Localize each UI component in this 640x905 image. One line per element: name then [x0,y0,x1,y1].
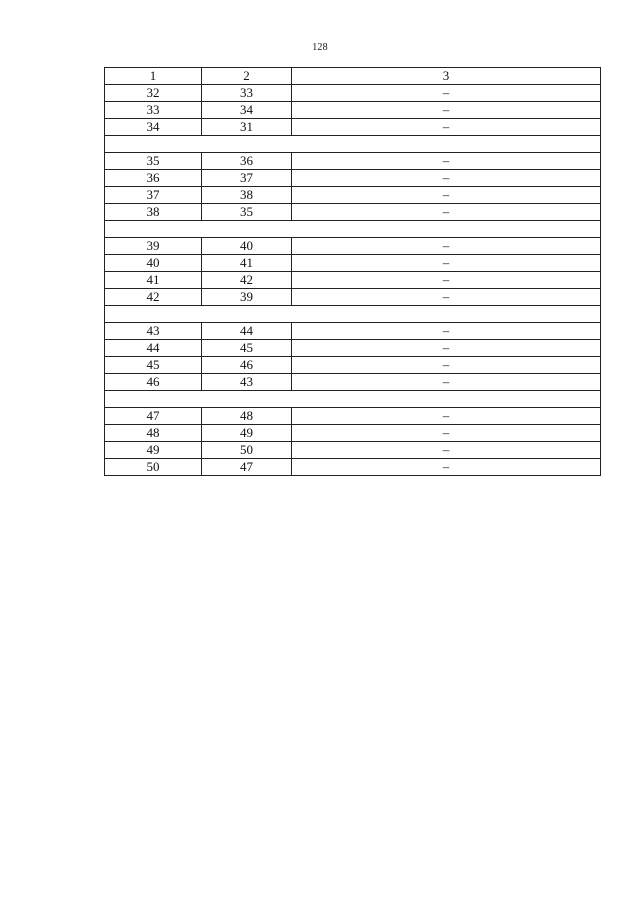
table-cell-col-1: 44 [105,340,202,357]
table-cell-col-2: 46 [202,357,292,374]
table-cell-col-1: 49 [105,442,202,459]
separator-cell [105,306,601,323]
table-row [105,374,601,391]
table-header-row [105,68,601,85]
table-cell-col-3: – [292,153,601,170]
table-cell-col-3: – [292,170,601,187]
table-row [105,238,601,255]
table-row [105,425,601,442]
table-cell-col-1: 41 [105,272,202,289]
table-cell-col-2: 40 [202,238,292,255]
table-cell-col-2: 44 [202,323,292,340]
table-cell-col-3: – [292,204,601,221]
separator-cell [105,221,601,238]
table-row [105,289,601,306]
page-number: 128 [312,42,328,53]
table-cell-col-3: – [292,425,601,442]
table-body [105,85,601,476]
table-cell-col-1: 32 [105,85,202,102]
table-cell-col-3: – [292,187,601,204]
table-row [105,340,601,357]
table-cell-col-1: 46 [105,374,202,391]
table-row [105,408,601,425]
table-cell-col-3: – [292,323,601,340]
table-cell-col-3: – [292,442,601,459]
table-row [105,459,601,476]
table-cell-col-1: 47 [105,408,202,425]
table-cell-col-1: 50 [105,459,202,476]
separator-row [105,221,601,238]
table-row [105,187,601,204]
separator-cell [105,136,601,153]
header-cell-2: 2 [202,68,292,85]
table-cell-col-2: 42 [202,272,292,289]
table-row [105,204,601,221]
table-row [105,272,601,289]
table-row [105,85,601,102]
table-cell-col-3: – [292,340,601,357]
separator-row [105,306,601,323]
table-cell-col-1: 48 [105,425,202,442]
table-cell-col-1: 33 [105,102,202,119]
table-cell-col-3: – [292,119,601,136]
table-row [105,357,601,374]
table-cell-col-1: 42 [105,289,202,306]
table-cell-col-1: 45 [105,357,202,374]
separator-row [105,136,601,153]
table-cell-col-3: – [292,255,601,272]
separator-row [105,391,601,408]
table-cell-col-1: 38 [105,204,202,221]
header-cell-3: 3 [292,68,601,85]
table-row [105,255,601,272]
table-cell-col-1: 39 [105,238,202,255]
table-cell-col-2: 34 [202,102,292,119]
table-cell-col-2: 39 [202,289,292,306]
table-row [105,170,601,187]
separator-cell [105,391,601,408]
table-cell-col-2: 38 [202,187,292,204]
table-row [105,119,601,136]
table-cell-col-2: 49 [202,425,292,442]
table-cell-col-2: 36 [202,153,292,170]
data-table [104,67,601,476]
table-cell-col-2: 43 [202,374,292,391]
table-cell-col-2: 35 [202,204,292,221]
table-cell-col-1: 34 [105,119,202,136]
table-row [105,153,601,170]
table-cell-col-1: 43 [105,323,202,340]
table-cell-col-2: 45 [202,340,292,357]
table-cell-col-3: – [292,238,601,255]
table-row [105,442,601,459]
table-cell-col-1: 37 [105,187,202,204]
table-cell-col-2: 31 [202,119,292,136]
table-cell-col-2: 41 [202,255,292,272]
table-cell-col-3: – [292,85,601,102]
table-cell-col-3: – [292,102,601,119]
header-cell-1: 1 [105,68,202,85]
table-cell-col-2: 50 [202,442,292,459]
table-cell-col-3: – [292,272,601,289]
table-cell-col-3: – [292,289,601,306]
table-cell-col-3: – [292,408,601,425]
table-row [105,323,601,340]
table-cell-col-1: 35 [105,153,202,170]
table-cell-col-1: 36 [105,170,202,187]
table-cell-col-2: 47 [202,459,292,476]
table-cell-col-3: – [292,374,601,391]
table-cell-col-3: – [292,459,601,476]
table-cell-col-1: 40 [105,255,202,272]
table-cell-col-2: 48 [202,408,292,425]
table-row [105,102,601,119]
table-cell-col-2: 33 [202,85,292,102]
table-cell-col-3: – [292,357,601,374]
table-cell-col-2: 37 [202,170,292,187]
